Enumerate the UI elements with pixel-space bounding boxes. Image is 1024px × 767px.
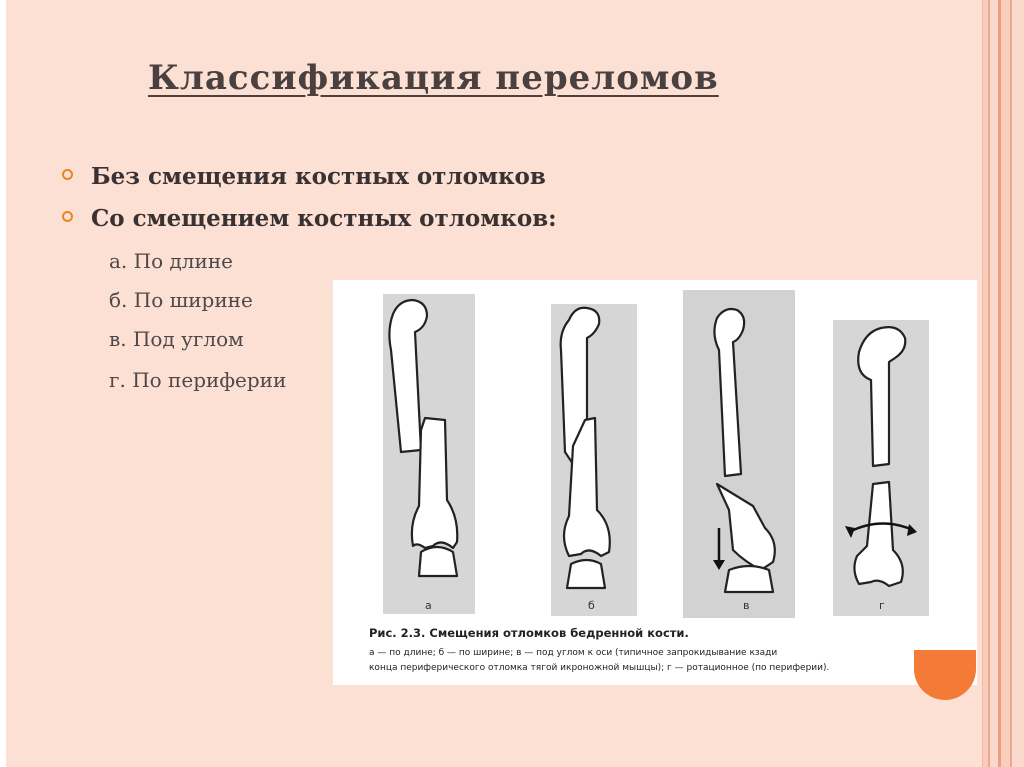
bullet-circle-icon [62, 211, 73, 222]
bullet-circle-icon [62, 169, 73, 180]
bullet-text: Без смещения костных отломков [91, 163, 546, 190]
fracture-illustration [333, 280, 977, 620]
panel-label-v: в [743, 599, 750, 612]
decor-stripe [990, 0, 998, 767]
bullet-item [62, 205, 557, 232]
slide-title: Классификация переломов [148, 58, 719, 98]
decor-stripe [1001, 0, 1010, 767]
panel-label-a: а [425, 599, 432, 612]
figure-caption-line: конца периферического отломка тягой икроножной мышцы); г — ротационное (по периферии). [369, 663, 830, 673]
panel-label-g: г [879, 599, 885, 612]
subitem-length: а. По длине [109, 249, 233, 273]
subitem-angle: в. Под углом [109, 327, 244, 351]
subitem-periphery: г. По периферии [109, 368, 287, 392]
subitem-width: б. По ширине [109, 288, 253, 312]
figure-caption-line: а — по длине; б — по ширине; в — под углом к оси (типичное запрокидывание кзади [369, 648, 778, 658]
bullet-text: Со смещением костных отломков: [91, 205, 557, 232]
bullet-item [62, 163, 546, 190]
panel-label-b: б [588, 599, 595, 612]
decor-stripe [1012, 0, 1024, 767]
fracture-figure [333, 280, 977, 685]
figure-caption-title: Рис. 2.3. Смещения отломков бедренной кости. [369, 626, 689, 640]
